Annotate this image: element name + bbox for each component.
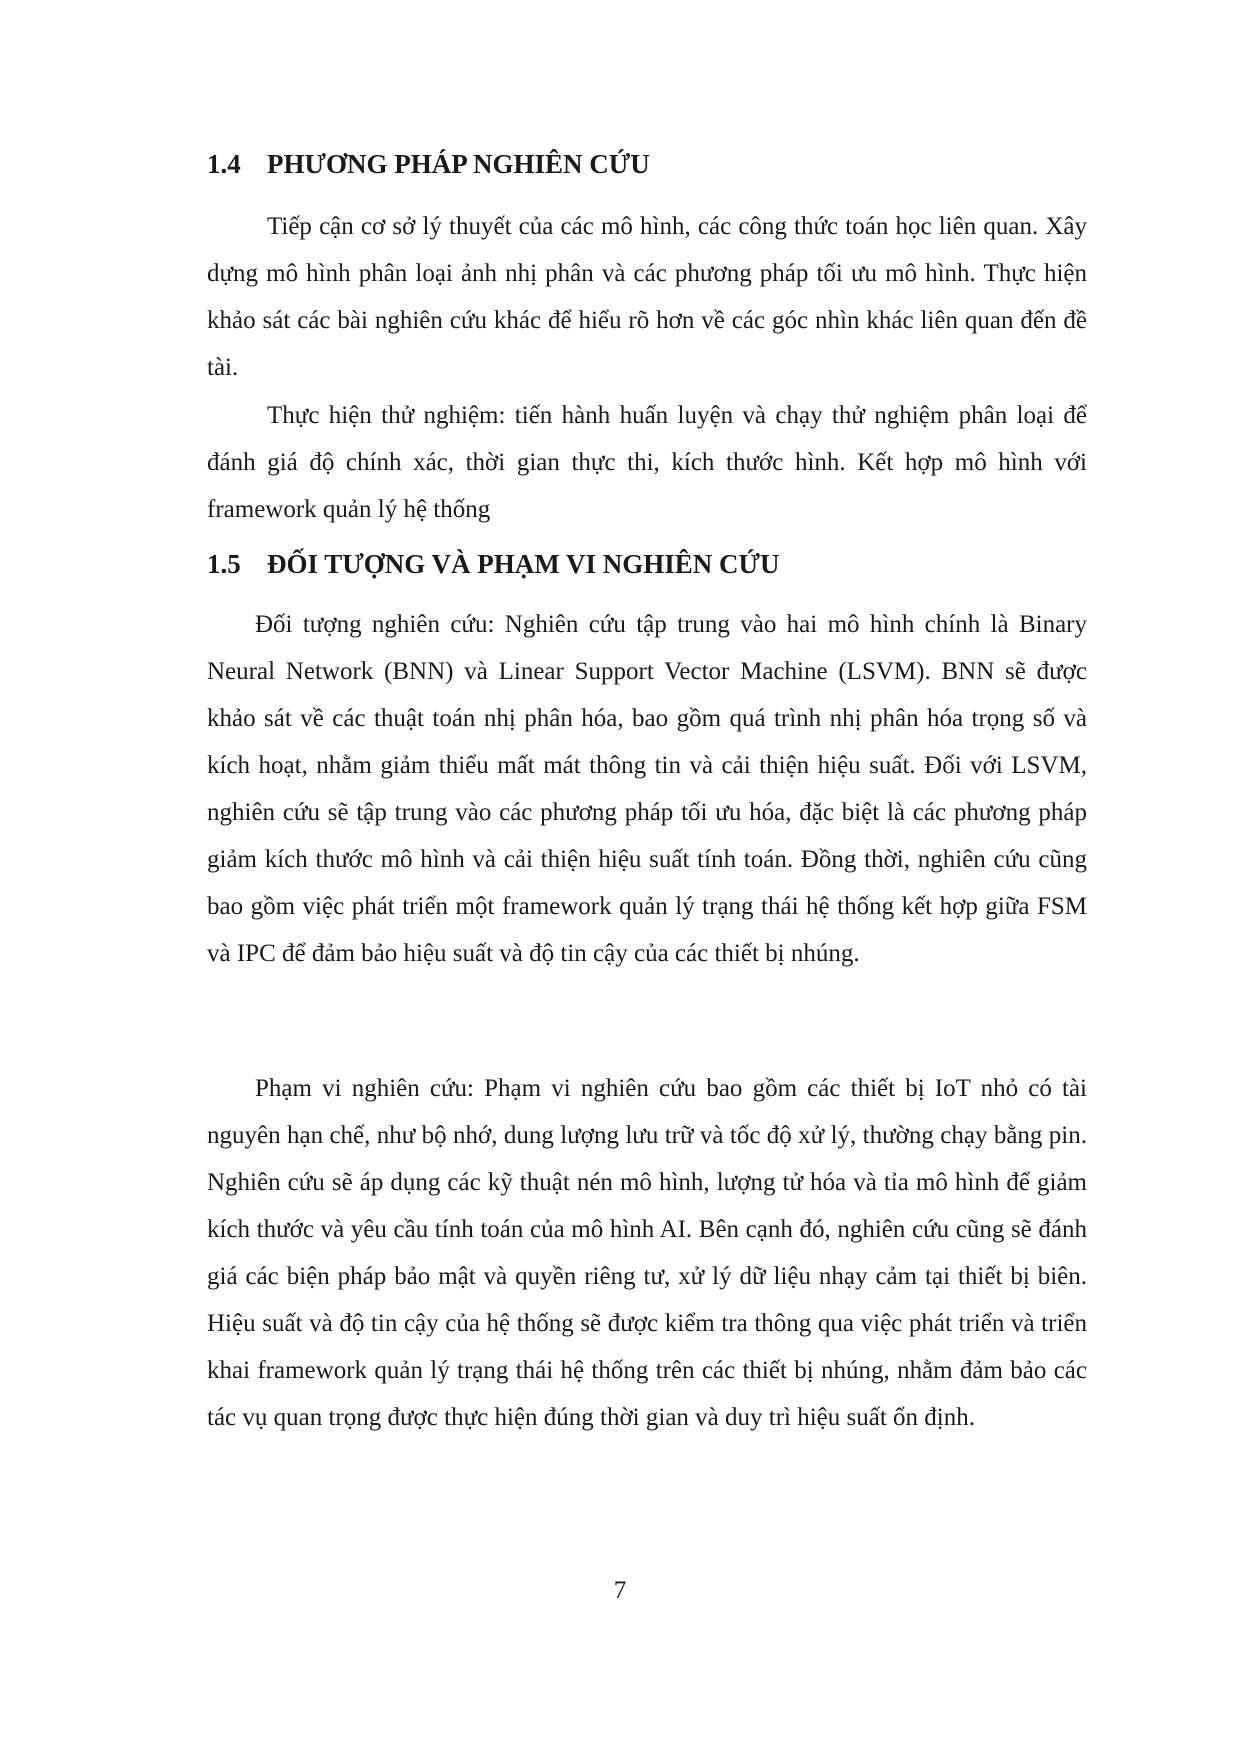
section-number: 1.5 bbox=[207, 549, 241, 579]
page-number: 7 bbox=[613, 1577, 627, 1604]
paragraph-research-scope: Phạm vi nghiên cứu: Phạm vi nghiên cứu bao gồm các thiết bị IoT nhỏ có tài nguyên hạn chế, như bộ nhớ, dung lượng lưu trữ và tốc độ xử lý, thường chạy bằng pin. Nghiên cứu sẽ áp dụng các kỹ thuật nén mô hình, lượng tử hóa và tỉa mô hình để giảm kích thước và yêu cầu tính toán của mô hình AI. Bên cạnh đó, nghiên cứu cũng sẽ đánh giá các biện pháp bảo mật và quyền riêng tư, xử lý dữ liệu nhạy cảm tại thiết bị biên. Hiệu suất và độ tin cậy của hệ thống sẽ được kiểm tra thông qua việc phát triển và triển khai framework quản lý trạng thái hệ thống trên các thiết bị nhúng, nhằm đảm bảo các tác vụ quan trọng được thực hiện đúng thời gian và duy trì hiệu suất ổn định. bbox=[207, 1075, 1087, 1431]
paragraph-experiments: Thực hiện thử nghiệm: tiến hành huấn luyện và chạy thử nghiệm phân loại để đánh giá độ chính xác, thời gian thực thi, kích thước hình. Kết hợp mô hình với framework quản lý hệ thống bbox=[207, 402, 1087, 523]
section-title: ĐỐI TƯỢNG VÀ PHẠM VI NGHIÊN CỨU bbox=[267, 549, 780, 579]
paragraph-research-approach: Tiếp cận cơ sở lý thuyết của các mô hình, các công thức toán học liên quan. Xây dựng mô hình phân loại ảnh nhị phân và các phương pháp tối ưu mô hình. Thực hiện khảo sát các bài nghiên cứu khác để hiểu rõ hơn về các góc nhìn khác liên quan đến đề tài. bbox=[207, 213, 1087, 381]
section-number: 1.4 bbox=[207, 149, 241, 179]
section-title: PHƯƠNG PHÁP NGHIÊN CỨU bbox=[267, 149, 650, 179]
paragraph-research-subject: Đối tượng nghiên cứu: Nghiên cứu tập trung vào hai mô hình chính là Binary Neural Network (BNN) và Linear Support Vector Machine (LSVM). BNN sẽ được khảo sát về các thuật toán nhị phân hóa, bao gồm quá trình nhị phân hóa trọng số và kích hoạt, nhằm giảm thiểu mất mát thông tin và cải thiện hiệu suất. Đối với LSVM, nghiên cứu sẽ tập trung vào các phương pháp tối ưu hóa, đặc biệt là các phương pháp giảm kích thước mô hình và cải thiện hiệu suất tính toán. Đồng thời, nghiên cứu cũng bao gồm việc phát triển một framework quản lý trạng thái hệ thống kết hợp giữa FSM và IPC để đảm bảo hiệu suất và độ tin cậy của các thiết bị nhúng. bbox=[207, 611, 1087, 967]
section-heading-1-5 bbox=[207, 544, 780, 584]
section-heading-1-4 bbox=[207, 144, 650, 184]
